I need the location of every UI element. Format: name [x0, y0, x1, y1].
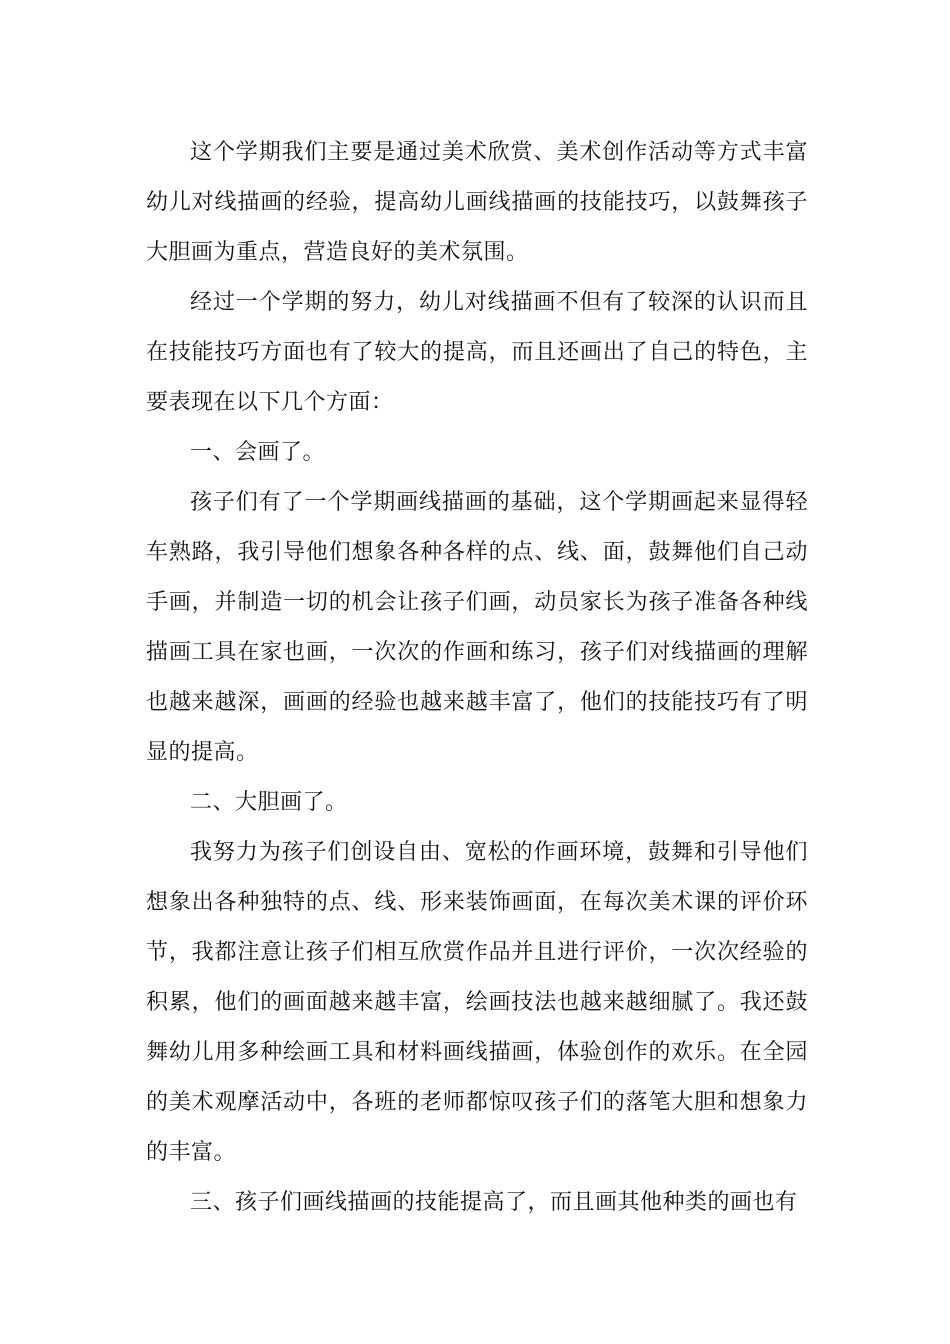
heading-section-1: 一、会画了。 [190, 440, 326, 465]
heading-section-2: 二、大胆画了。 [190, 790, 348, 815]
paragraph-section-1: 孩子们有了一个学期画线描画的基础，这个学期画起来显得轻车熟路，我引导他们想象各种各样的点、线、面，鼓舞他们自己动手画，并制造一切的机会让孩子们画，动员家长为孩子准备各种线描画工具在家也画，一次次的作画和练习，孩子们对线描画的理解也越来越深，画画的经验也越来越丰富了，他们的技能技巧有了明显的提高。 [146, 490, 808, 765]
paragraph-section-2: 我努力为孩子们创设自由、宽松的作画环境，鼓舞和引导他们想象出各种独特的点、线、形来装饰画面，在每次美术课的评价环节，我都注意让孩子们相互欣赏作品并且进行评价，一次次经验的积累，他们的画面越来越丰富，绘画技法也越来越细腻了。我还鼓舞幼儿用多种绘画工具和材料画线描画，体验创作的欢乐。在全园的美术观摩活动中，各班的老师都惊叹孩子们的落笔大胆和想象力的丰富。 [146, 840, 808, 1165]
document-body [146, 128, 808, 1228]
paragraph-summary: 经过一个学期的努力，幼儿对线描画不但有了较深的认识而且在技能技巧方面也有了较大的提高，而且还画出了自己的特色，主要表现在以下几个方面： [146, 290, 808, 415]
paragraph-intro: 这个学期我们主要是通过美术欣赏、美术创作活动等方式丰富幼儿对线描画的经验，提高幼儿画线描画的技能技巧，以鼓舞孩子大胆画为重点，营造良好的美术氛围。 [146, 140, 808, 265]
heading-section-3: 三、孩子们画线描画的技能提高了，而且画其他种类的画也有 [190, 1190, 798, 1215]
